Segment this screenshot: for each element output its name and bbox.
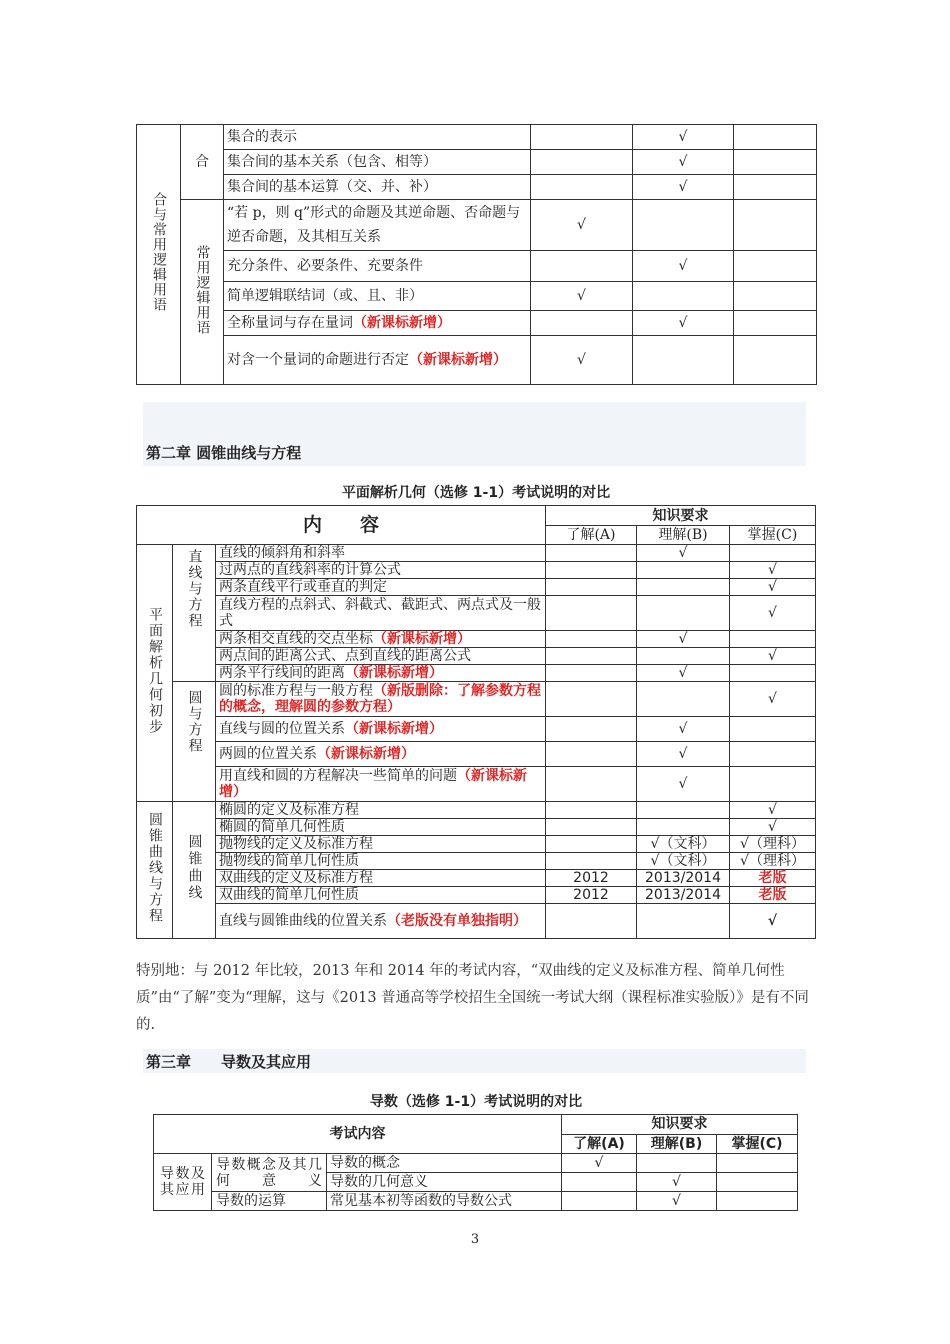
level-b bbox=[637, 579, 730, 596]
level-c: √ bbox=[730, 802, 816, 819]
level-b: √ bbox=[637, 717, 730, 742]
level-b: 2013/2014 bbox=[637, 870, 730, 887]
group-set-logic: 合与常用逻辑用语 bbox=[137, 125, 181, 385]
derivative-table bbox=[153, 1114, 798, 1211]
level-c: √ bbox=[730, 579, 816, 596]
level-b: √ bbox=[637, 631, 730, 648]
row-text: 直线的倾斜角和斜率 bbox=[216, 545, 546, 562]
level-a bbox=[546, 596, 637, 631]
group-derivative: 导数及其应用 bbox=[154, 1154, 212, 1211]
row-text: 椭圆的简单几何性质 bbox=[216, 819, 546, 836]
group-derivative-operation: 导数的运算 bbox=[212, 1192, 327, 1211]
level-c bbox=[717, 1192, 798, 1211]
row-text: 两条平行线间的距离（新课标新增） bbox=[216, 665, 546, 682]
content-header: 考试内容 bbox=[154, 1115, 562, 1154]
row-text: 过两点的直线斜率的计算公式 bbox=[216, 562, 546, 579]
group-conic-curves: 圆锥曲线 bbox=[173, 802, 216, 939]
level-a: √ bbox=[531, 282, 633, 311]
level-a bbox=[531, 125, 633, 150]
level-a bbox=[546, 562, 637, 579]
group-conic-sections: 圆锥曲线与方程 bbox=[137, 802, 173, 939]
level-c bbox=[730, 767, 816, 802]
row-text: 简单逻辑联结词（或、且、非） bbox=[224, 282, 531, 311]
col-b-header: 理解(B) bbox=[637, 526, 730, 545]
level-a bbox=[546, 767, 637, 802]
level-c bbox=[730, 631, 816, 648]
knowledge-header: 知识要求 bbox=[546, 506, 816, 526]
group-plane-geometry: 平面解析几何初步 bbox=[137, 545, 173, 802]
level-c-old-version: 老版 bbox=[730, 887, 816, 904]
row-text: 充分条件、必要条件、充要条件 bbox=[224, 251, 531, 282]
level-a bbox=[546, 579, 637, 596]
level-a bbox=[546, 904, 637, 939]
row-text: 直线与圆的位置关系（新课标新增） bbox=[216, 717, 546, 742]
row-text: 集合间的基本关系（包含、相等） bbox=[224, 150, 531, 175]
level-a bbox=[531, 150, 633, 175]
row-text: 两圆的位置关系（新课标新增） bbox=[216, 742, 546, 767]
level-c-old-version: 老版 bbox=[730, 870, 816, 887]
chapter3-caption: 导数（选修 1-1）考试说明的对比 bbox=[369, 1094, 583, 1110]
level-b bbox=[633, 200, 734, 251]
level-a bbox=[546, 853, 637, 870]
level-c: √ bbox=[730, 648, 816, 665]
level-c bbox=[734, 336, 817, 385]
level-c bbox=[730, 545, 816, 562]
row-text: 双曲线的定义及标准方程 bbox=[216, 870, 546, 887]
level-a bbox=[546, 819, 637, 836]
level-a bbox=[562, 1192, 637, 1211]
row-text: 导数的概念 bbox=[327, 1154, 562, 1173]
level-b bbox=[633, 282, 734, 311]
level-c bbox=[717, 1154, 798, 1173]
row-text: 椭圆的定义及标准方程 bbox=[216, 802, 546, 819]
group-set: 合 bbox=[181, 125, 224, 200]
level-c bbox=[734, 150, 817, 175]
level-c bbox=[734, 125, 817, 150]
set-logic-table bbox=[136, 124, 817, 385]
level-b: √ bbox=[633, 175, 734, 200]
level-a bbox=[531, 175, 633, 200]
analytic-geometry-table bbox=[136, 505, 816, 939]
col-c-header: 掌握(C) bbox=[717, 1134, 798, 1154]
level-c bbox=[730, 742, 816, 767]
knowledge-header: 知识要求 bbox=[562, 1115, 798, 1135]
level-b: √ bbox=[637, 767, 730, 802]
page-number: 3 bbox=[470, 1232, 480, 1247]
level-a: √ bbox=[531, 200, 633, 251]
level-c bbox=[734, 251, 817, 282]
col-a-header: 了解(A) bbox=[562, 1134, 637, 1154]
level-a bbox=[531, 251, 633, 282]
row-text: 抛物线的简单几何性质 bbox=[216, 853, 546, 870]
level-c bbox=[734, 282, 817, 311]
level-b: √ bbox=[633, 311, 734, 336]
level-c bbox=[717, 1173, 798, 1192]
level-c: √（理科） bbox=[730, 853, 816, 870]
level-b bbox=[637, 904, 730, 939]
row-text: 两条相交直线的交点坐标（新课标新增） bbox=[216, 631, 546, 648]
row-text: 双曲线的简单几何性质 bbox=[216, 887, 546, 904]
group-derivative-concept: 导数概念及其几何意义 bbox=[212, 1154, 327, 1192]
level-a bbox=[562, 1173, 637, 1192]
row-text: 用直线和圆的方程解决一些简单的问题（新课标新增） bbox=[216, 767, 546, 802]
level-a bbox=[546, 631, 637, 648]
group-circle-equation: 圆与方程 bbox=[173, 682, 216, 802]
level-c bbox=[730, 717, 816, 742]
row-text: 集合间的基本运算（交、并、补） bbox=[224, 175, 531, 200]
level-b: √ bbox=[633, 251, 734, 282]
level-b: √ bbox=[633, 125, 734, 150]
level-a: √ bbox=[562, 1154, 637, 1173]
level-a bbox=[546, 682, 637, 717]
level-b bbox=[633, 336, 734, 385]
row-text: 全称量词与存在量词（新课标新增） bbox=[224, 311, 531, 336]
level-b bbox=[637, 1154, 717, 1173]
level-c bbox=[734, 200, 817, 251]
level-c: √（理科） bbox=[730, 836, 816, 853]
row-text: 对含一个量词的命题进行否定（新课标新增） bbox=[224, 336, 531, 385]
level-c: √ bbox=[730, 562, 816, 579]
row-text: 两点间的距离公式、点到直线的距离公式 bbox=[216, 648, 546, 665]
level-a: 2012 bbox=[546, 887, 637, 904]
level-b bbox=[637, 682, 730, 717]
col-c-header: 掌握(C) bbox=[730, 526, 816, 545]
level-a bbox=[531, 311, 633, 336]
row-text: 两条直线平行或垂直的判定 bbox=[216, 579, 546, 596]
chapter3-heading: 第三章 导数及其应用 bbox=[146, 1053, 312, 1071]
level-b bbox=[637, 596, 730, 631]
level-b: √ bbox=[637, 545, 730, 562]
level-b: √ bbox=[637, 665, 730, 682]
level-b: √ bbox=[637, 1192, 717, 1211]
level-c: √ bbox=[730, 682, 816, 717]
level-b: √ bbox=[637, 742, 730, 767]
level-a bbox=[546, 742, 637, 767]
level-b: √ bbox=[637, 1173, 717, 1192]
level-a bbox=[546, 545, 637, 562]
group-line-equation: 直线与方程 bbox=[173, 545, 216, 682]
group-logic: 常用逻辑用语 bbox=[181, 200, 224, 385]
level-c: √ bbox=[730, 596, 816, 631]
level-b bbox=[637, 802, 730, 819]
level-a bbox=[546, 717, 637, 742]
level-a bbox=[546, 665, 637, 682]
row-text: 直线方程的点斜式、斜截式、截距式、两点式及一般式 bbox=[216, 596, 546, 631]
level-b bbox=[637, 562, 730, 579]
chapter2-note: 特别地：与 2012 年比较，2013 年和 2014 年的考试内容，“双曲线的定义及标准方程、简单几何性质”由“了解”变为“理解，这与《2013 普通高等学校招生全国统一考试大纲（课程标准实验版）》是有不同的. bbox=[136, 963, 809, 1033]
level-c bbox=[730, 665, 816, 682]
row-text: “若 p，则 q”形式的命题及其逆命题、否命题与逆否命题，及其相互关系 bbox=[224, 200, 531, 251]
level-c bbox=[734, 175, 817, 200]
row-text: 导数的几何意义 bbox=[327, 1173, 562, 1192]
col-b-header: 理解(B) bbox=[637, 1134, 717, 1154]
level-c: √ bbox=[730, 904, 816, 939]
level-b: √ bbox=[633, 150, 734, 175]
chapter2-caption: 平面解析几何（选修 1-1）考试说明的对比 bbox=[341, 485, 611, 501]
level-b: √（文科） bbox=[637, 853, 730, 870]
level-a: 2012 bbox=[546, 870, 637, 887]
row-text: 直线与圆锥曲线的位置关系（老版没有单独指明） bbox=[216, 904, 546, 939]
level-a bbox=[546, 802, 637, 819]
row-text: 圆的标准方程与一般方程（新版删除：了解参数方程的概念，理解圆的参数方程） bbox=[216, 682, 546, 717]
level-b bbox=[637, 648, 730, 665]
level-b bbox=[637, 819, 730, 836]
row-text: 抛物线的定义及标准方程 bbox=[216, 836, 546, 853]
row-text: 集合的表示 bbox=[224, 125, 531, 150]
col-a-header: 了解(A) bbox=[546, 526, 637, 545]
chapter2-heading: 第二章 圆锥曲线与方程 bbox=[146, 444, 302, 462]
content-header: 内 容 bbox=[137, 506, 546, 545]
level-c: √ bbox=[730, 819, 816, 836]
level-c bbox=[734, 311, 817, 336]
level-a bbox=[546, 648, 637, 665]
level-b: √（文科） bbox=[637, 836, 730, 853]
row-text: 常见基本初等函数的导数公式 bbox=[327, 1192, 562, 1211]
level-a: √ bbox=[531, 336, 633, 385]
level-a bbox=[546, 836, 637, 853]
level-b: 2013/2014 bbox=[637, 887, 730, 904]
